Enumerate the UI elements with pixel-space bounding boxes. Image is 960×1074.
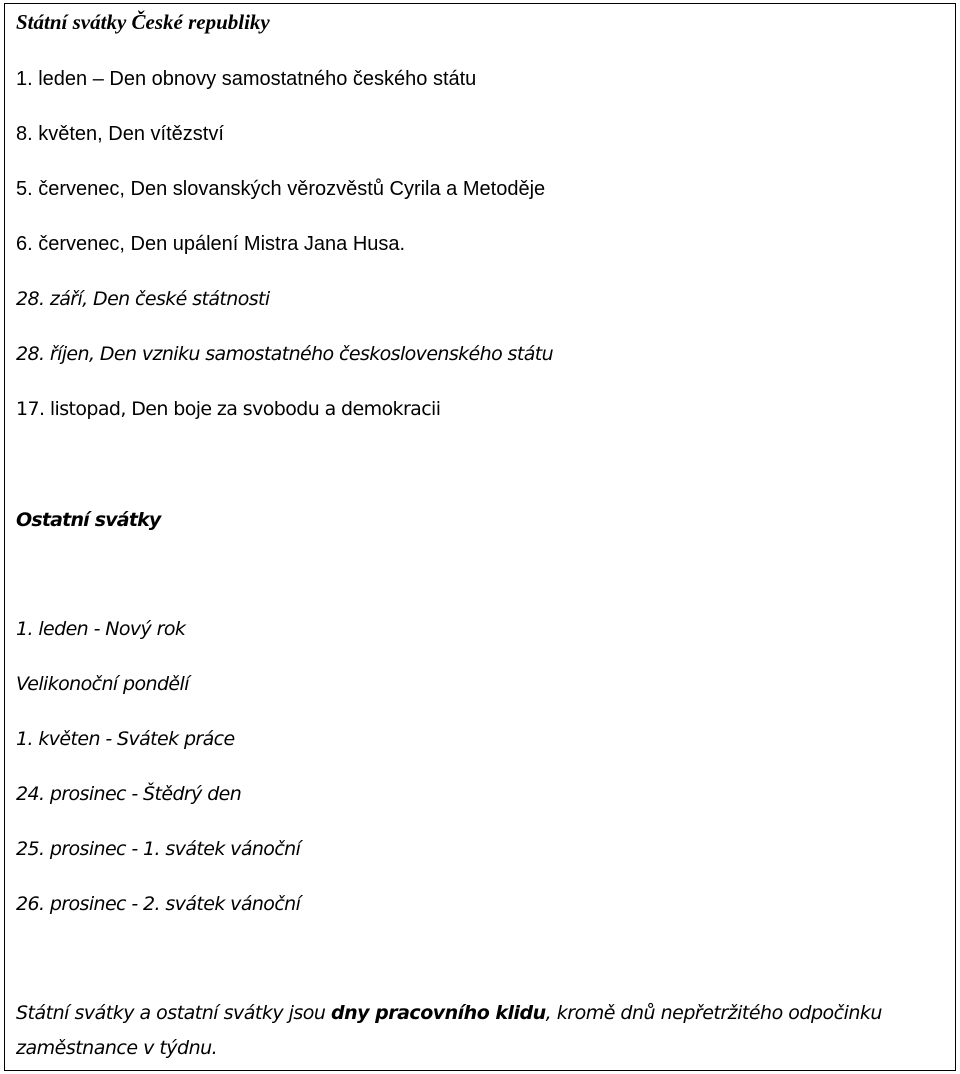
other-holiday-item: 25. prosinec - 1. svátek vánoční (16, 838, 301, 860)
footer-note-emphasis: dny pracovního klidu (331, 1002, 546, 1024)
footer-note-text: Státní svátky a ostatní svátky jsou (16, 1002, 332, 1024)
state-holiday-item: 5. červenec, Den slovanských věrozvěstů Cyrila a Metoděje (16, 178, 546, 200)
footer-note-text: , kromě dnů nepřetržitého odpočinku zaměstnance v týdnu. (16, 1002, 882, 1059)
state-holiday-item: 6. červenec, Den upálení Mistra Jana Husa. (16, 233, 406, 255)
state-holiday-item: 8. květen, Den vítězství (16, 123, 224, 145)
page-title: Státní svátky České republiky (16, 10, 270, 34)
other-holiday-item: 26. prosinec - 2. svátek vánoční (16, 893, 301, 915)
state-holiday-item: 28. říjen, Den vzniku samostatného československého státu (16, 343, 554, 365)
state-holiday-item: 28. září, Den české státnosti (16, 288, 270, 310)
state-holiday-item: 17. listopad, Den boje za svobodu a demokracii (16, 398, 441, 420)
other-holidays-heading: Ostatní svátky (16, 509, 161, 531)
other-holiday-item: 24. prosinec - Štědrý den (16, 783, 242, 805)
state-holiday-item: 1. leden – Den obnovy samostatného českého státu (16, 68, 477, 90)
other-holiday-item: 1. leden - Nový rok (16, 618, 186, 640)
footer-note (16, 996, 944, 1066)
other-holiday-item: Velikonoční pondělí (16, 673, 189, 695)
other-holiday-item: 1. květen - Svátek práce (16, 728, 235, 750)
